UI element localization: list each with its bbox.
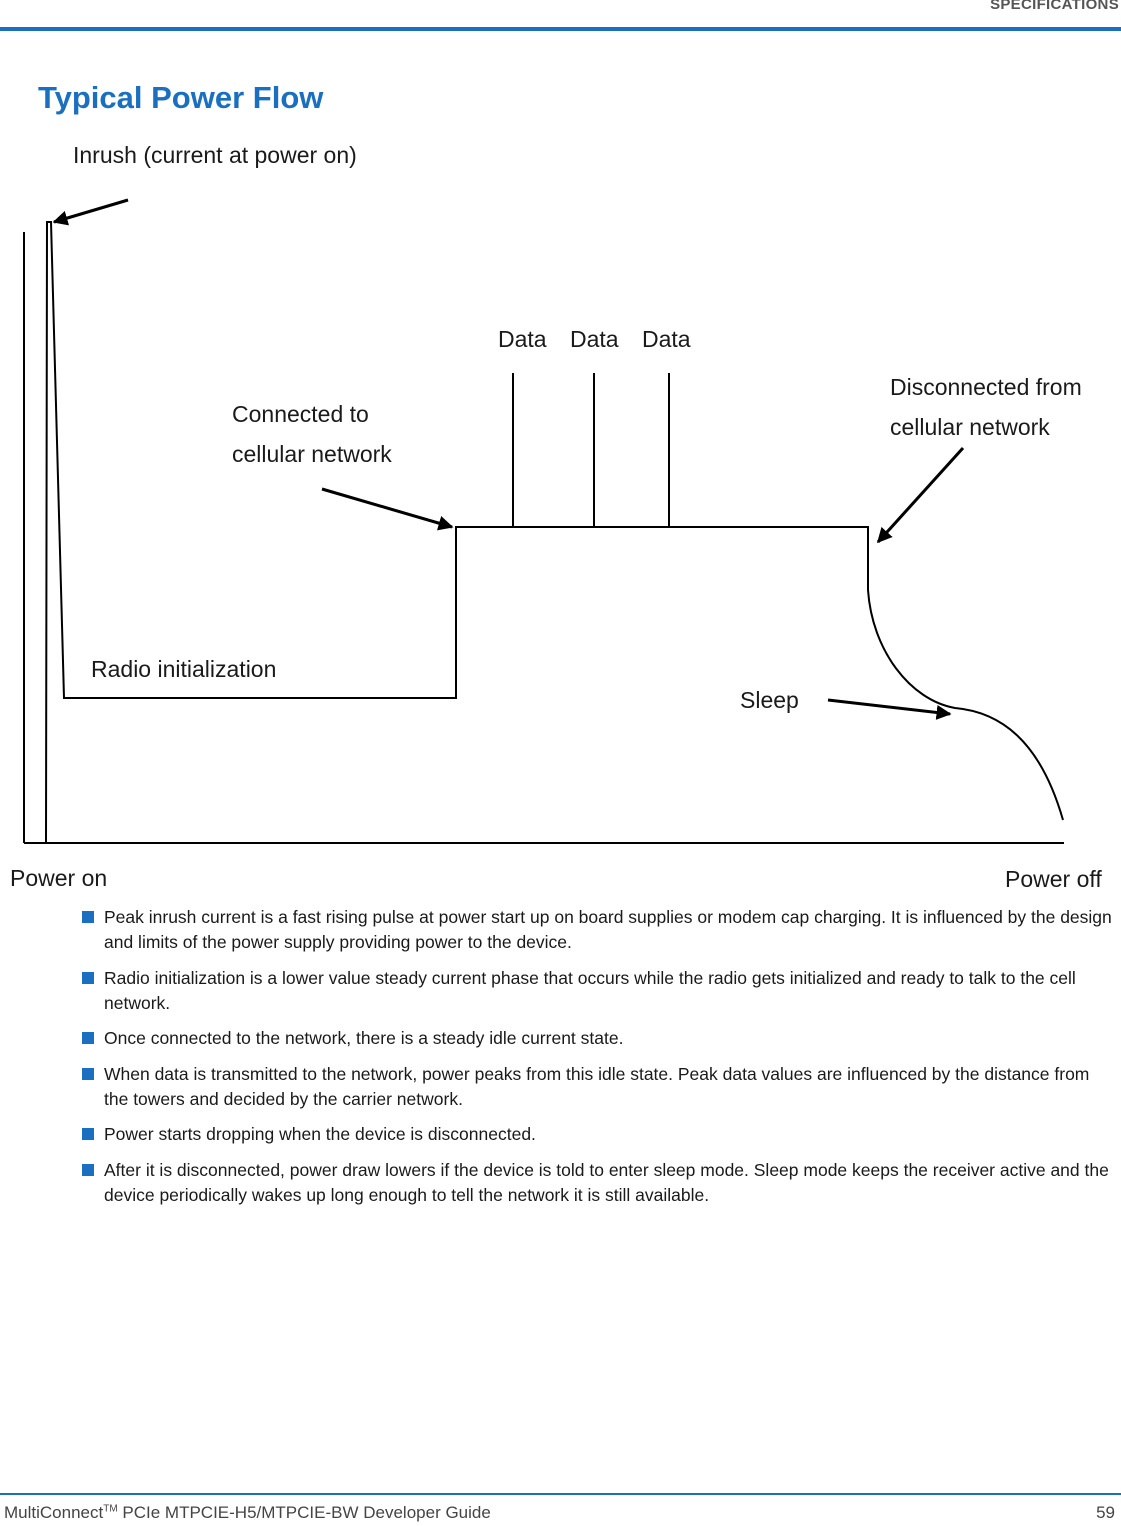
connected-arrow (322, 489, 452, 527)
footer-guide-title (4, 1503, 491, 1523)
page-number: 59 (1096, 1503, 1115, 1522)
list-item-text: Peak inrush current is a fast rising pulse at power start up on board supplies or modem cap charging. It is influenced by the design and limits of the power supply providing power to the device. (104, 907, 1112, 952)
sleep-label: Sleep (740, 687, 799, 713)
list-item (82, 1026, 1112, 1051)
data-label-1: Data (498, 326, 547, 352)
disconnected-label-line2: cellular network (890, 414, 1050, 440)
footer-trademark: TM (103, 1503, 118, 1515)
power-on-label: Power on (10, 865, 108, 891)
sleep-arrow (828, 700, 950, 714)
data-label-3: Data (642, 326, 691, 352)
square-bullet-icon (82, 972, 94, 984)
square-bullet-icon (82, 911, 94, 923)
list-item-text: When data is transmitted to the network, power peaks from this idle state. Peak data values are influenced by the distance from the towers and decided by the carrier network. (104, 1063, 1090, 1109)
section-label: SPECIFICATIONS (990, 0, 1119, 13)
footer-rule (0, 1493, 1121, 1495)
list-item-text: Radio initialization is a lower value steady current phase that occurs while the radio gets initialized and ready to talk to the cell network. (104, 967, 1076, 1013)
footer-product: MultiConnect (4, 1503, 104, 1522)
list-item (82, 1158, 1112, 1208)
radio-init-label: Radio initialization (91, 656, 277, 682)
header-rule (0, 27, 1121, 31)
power-flow-diagram (0, 135, 1121, 900)
list-item (82, 966, 1112, 1016)
connected-label-line1: Connected to (232, 401, 369, 427)
square-bullet-icon (82, 1164, 94, 1176)
list-item-text: After it is disconnected, power draw lowers if the device is told to enter sleep mode. Sleep mode keeps the receiver active and the device periodically wakes up long enough to tell the network it is still available. (104, 1159, 1109, 1205)
power-curve (46, 222, 1063, 843)
disconnected-label-line1: Disconnected from (890, 374, 1082, 400)
inrush-arrow (54, 200, 128, 222)
list-item (82, 1062, 1112, 1112)
bullet-list (82, 905, 1112, 1218)
square-bullet-icon (82, 1032, 94, 1044)
list-item-text: Once connected to the network, there is a steady idle current state. (104, 1028, 624, 1048)
inrush-label: Inrush (current at power on) (73, 142, 357, 168)
list-item (82, 1122, 1112, 1147)
footer-guide-name: PCIe MTPCIE-H5/MTPCIE-BW Developer Guide (117, 1503, 491, 1522)
square-bullet-icon (82, 1128, 94, 1140)
data-label-2: Data (570, 326, 619, 352)
list-item-text: Power starts dropping when the device is disconnected. (104, 1124, 536, 1144)
disconnected-arrow (878, 448, 963, 542)
connected-label-line2: cellular network (232, 441, 392, 467)
page-title: Typical Power Flow (38, 80, 324, 115)
square-bullet-icon (82, 1068, 94, 1080)
list-item (82, 905, 1112, 955)
power-off-label: Power off (1005, 866, 1102, 892)
